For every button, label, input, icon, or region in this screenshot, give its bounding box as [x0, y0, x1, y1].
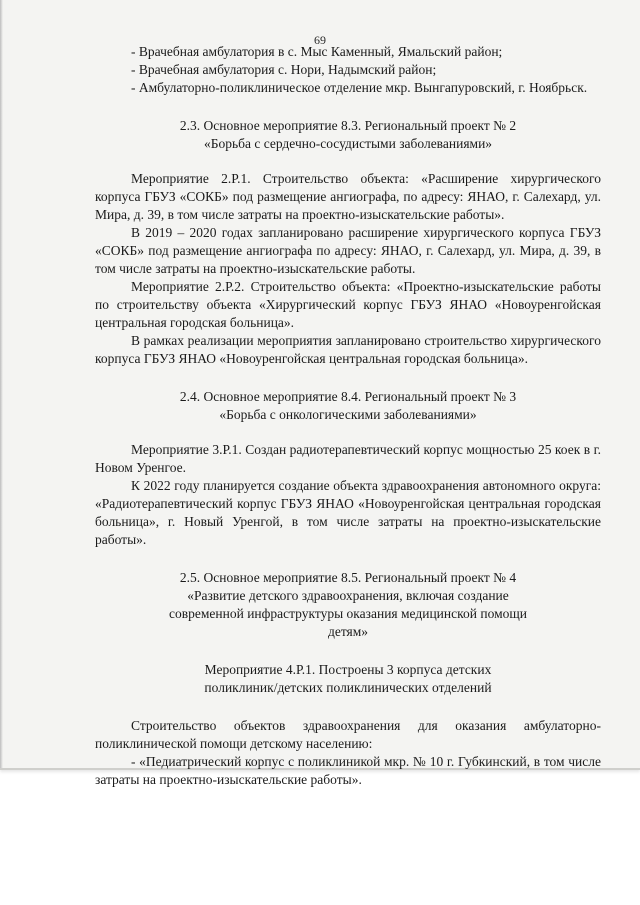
paragraph: Строительство объектов здравоохранения для оказания амбулаторно-поликлинической помощи детскому населению:: [95, 718, 601, 751]
list-item: - Врачебная амбулатория в с. Мыс Каменный, Ямальский район;: [131, 44, 503, 59]
list-item: - Амбулаторно-поликлиническое отделение мкр. Вынгапуровский, г. Ноябрьск.: [131, 80, 588, 95]
paragraph: В рамках реализации мероприятия запланировано строительство хирургического корпуса ГБУЗ ЯНАО «Новоуренгойская центральная городская больница».: [95, 333, 601, 366]
section-heading-2-5-line2: «Развитие детского здравоохранения, включая создание: [187, 588, 509, 603]
paragraph: Мероприятие 2.Р.2. Строительство объекта: «Проектно-изыскательские работы по строительству объекта «Хирургический корпус ГБУЗ ЯНАО «Новоуренгойская центральная городская больница».: [95, 279, 601, 330]
section-heading-2-4-line2: «Борьба с онкологическими заболеваниями»: [219, 407, 477, 422]
page-number: 69: [314, 33, 326, 47]
subheading-line1: Мероприятие 4.Р.1. Построены 3 корпуса детских: [204, 662, 492, 677]
subheading-line2: поликлиник/детских поликлинических отделений: [204, 680, 492, 695]
section-heading-2-3-line2: «Борьба с сердечно-сосудистыми заболеваниями»: [203, 136, 493, 151]
list-item: - Врачебная амбулатория с. Нори, Надымский район;: [131, 62, 437, 77]
document-body: [95, 43, 601, 789]
section-heading-2-5-line4: детям»: [327, 624, 369, 639]
section-heading-2-3-line1: 2.3. Основное мероприятие 8.3. Региональный проект № 2: [179, 118, 517, 133]
section-heading-2-5-line1: 2.5. Основное мероприятие 8.5. Региональный проект № 4: [179, 570, 517, 585]
paragraph: Мероприятие 3.Р.1. Создан радиотерапевтический корпус мощностью 25 коек в г. Новом Уренгое.: [95, 442, 601, 475]
section-heading-2-5-line3: современной инфраструктуры оказания медицинской помощи: [169, 606, 527, 621]
paragraph: В 2019 – 2020 годах запланировано расширение хирургического корпуса ГБУЗ «СОКБ» под размещение ангиографа по адресу: ЯНАО, г. Салехард, ул. Мира, д. 39, в том числе затраты на проектно-изыскательские работы.: [95, 225, 601, 276]
list-item: - «Педиатрический корпус с поликлиникой мкр. № 10 г. Губкинский, в том числе затраты на проектно-изыскательские работы».: [95, 754, 601, 787]
paragraph: К 2022 году планируется создание объекта здравоохранения автономного округа: «Радиотерапевтический корпус ГБУЗ ЯНАО «Новоуренгойская центральная городская больница», г. Новый Уренгой, в том числе затраты на проектно-изыскательские работы».: [95, 478, 601, 547]
section-heading-2-4-line1: 2.4. Основное мероприятие 8.4. Региональный проект № 3: [179, 389, 517, 404]
paragraph: Мероприятие 2.Р.1. Строительство объекта: «Расширение хирургического корпуса ГБУЗ «СОКБ» под размещение ангиографа, по адресу: ЯНАО, г. Салехард, ул. Мира, д. 39, в том числе затраты на проектно-изыскательские работы».: [95, 171, 601, 222]
